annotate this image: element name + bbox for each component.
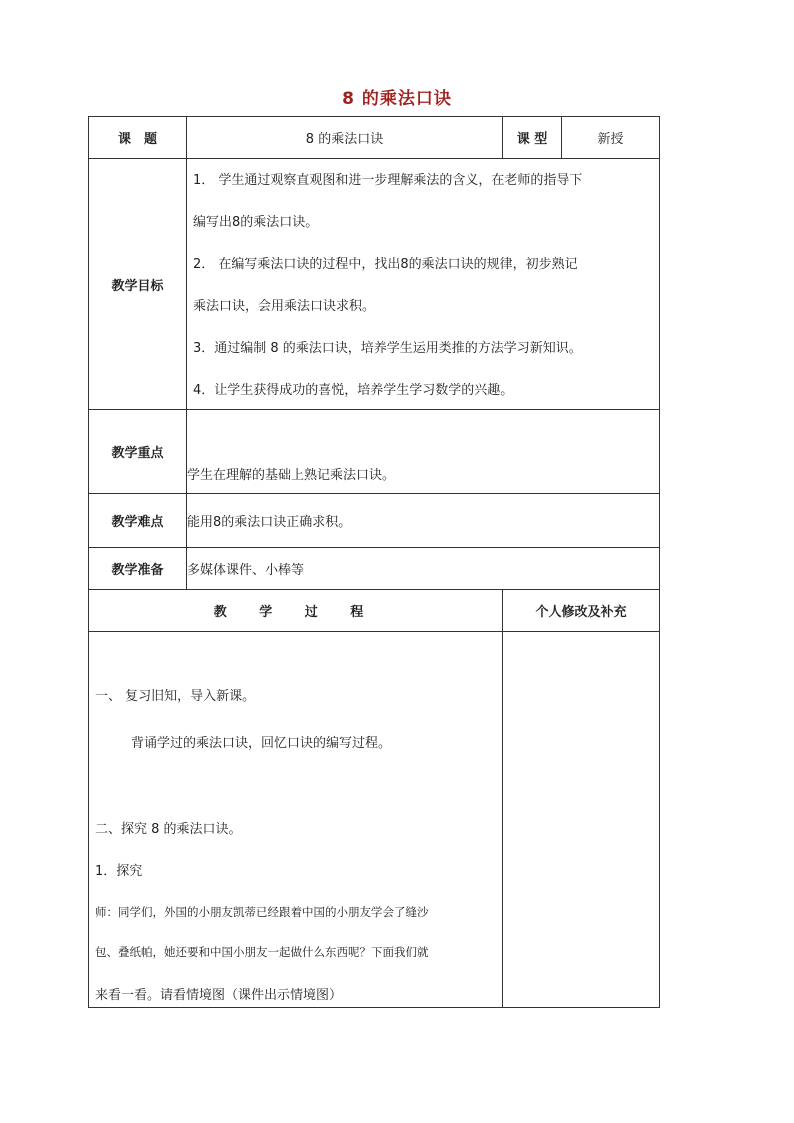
section-1-text: 背诵学过的乘法口诀，回忆口诀的编写过程。 [131, 736, 392, 751]
header-row [89, 117, 660, 159]
process-header [89, 590, 503, 632]
type-label: 课 型 [503, 117, 562, 159]
page-title: 8 的乘法口诀 [342, 89, 452, 109]
topic-label: 课 题 [89, 117, 187, 159]
goal-2-line-2: 乘法口诀，会用乘法口诀求积。 [193, 299, 376, 314]
notes-content [503, 632, 660, 1008]
teacher-line-2: 包、叠纸帕，她还要和中国小朋友一起做什么东西呢？下面我们就 [95, 945, 429, 959]
prep-row [89, 548, 660, 590]
key-point-text: 学生在理解的基础上熟记乘法口诀。 [187, 410, 660, 494]
prep-label: 教学准备 [89, 548, 187, 590]
topic-value: 8 的乘法口诀 [187, 117, 503, 159]
section-2-subheading: 1．探究 [95, 864, 143, 879]
goal-2-line-1: 2． 在编写乘法口诀的过程中，找出8的乘法口诀的规律，初步熟记 [193, 257, 578, 272]
prep-text: 多媒体课件、小棒等 [187, 548, 660, 590]
lesson-plan-table [88, 116, 660, 1008]
section-1-heading: 一、 复习旧知，导入新课。 [95, 689, 256, 704]
goals-content [187, 159, 660, 410]
type-value: 新授 [562, 117, 660, 159]
goal-4: 4．让学生获得成功的喜悦，培养学生学习数学的兴趣。 [193, 383, 514, 398]
process-body-row [89, 632, 660, 1008]
goal-3: 3．通过编制 8 的乘法口诀，培养学生运用类推的方法学习新知识。 [193, 341, 582, 356]
teacher-line-1: 师：同学们，外国的小朋友凯蒂已经跟着中国的小朋友学会了缝沙 [95, 905, 429, 919]
difficulty-text: 能用8的乘法口诀正确求积。 [187, 494, 660, 548]
key-point-label: 教学重点 [89, 410, 187, 494]
goals-label: 教学目标 [89, 159, 187, 410]
goal-1-line-2: 编写出8的乘法口诀。 [193, 215, 319, 230]
teacher-line-3: 来看一看。请看情境图（课件出示情境图） [95, 988, 343, 1003]
goals-row [89, 159, 660, 410]
process-header-text: 教 学 过 程 [213, 605, 378, 620]
notes-header: 个人修改及补充 [503, 590, 660, 632]
key-point-row [89, 410, 660, 494]
goal-1-line-1: 1． 学生通过观察直观图和进一步理解乘法的含义，在老师的指导下 [193, 173, 583, 188]
section-2-heading: 二、探究 8 的乘法口诀。 [95, 822, 242, 837]
difficulty-label: 教学难点 [89, 494, 187, 548]
process-header-row [89, 590, 660, 632]
process-content [89, 632, 503, 1008]
difficulty-row [89, 494, 660, 548]
